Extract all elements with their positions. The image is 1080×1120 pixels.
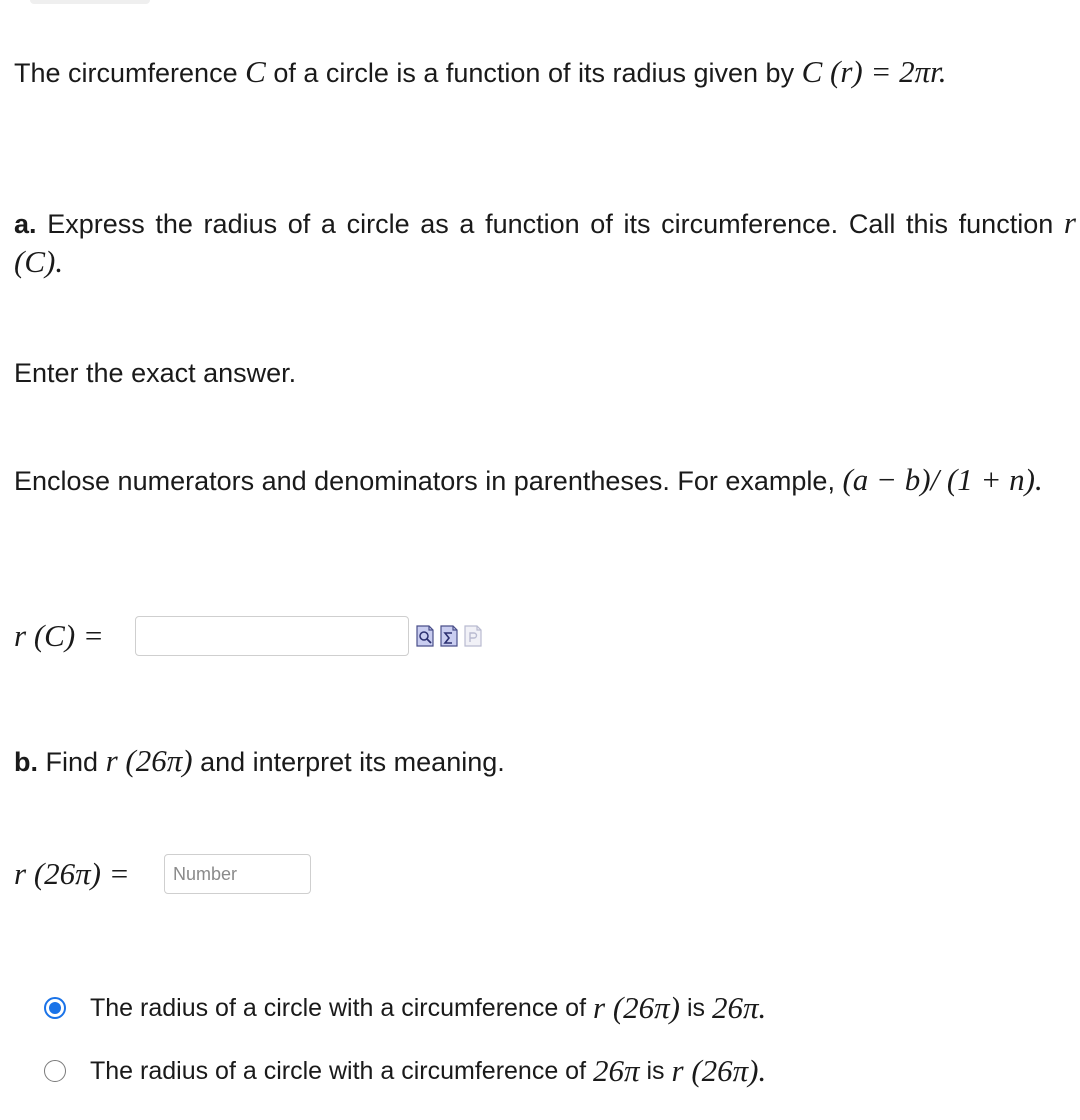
intro-text-1: The circumference <box>14 58 238 88</box>
option-1-middle: is <box>686 993 706 1022</box>
part-b-label: b. <box>14 747 38 777</box>
cropped-header-remnant <box>30 0 150 4</box>
part-a-question <box>14 204 1076 282</box>
part-a-instruction: Enter the exact answer. <box>14 358 297 388</box>
part-b-answer-label: r (26π) = <box>14 856 130 891</box>
option-2-math1: 26π <box>593 1053 640 1088</box>
part-a-tool-icons <box>415 624 483 648</box>
part-b-answer-input[interactable] <box>164 854 311 894</box>
option-1-math1: r (26π) <box>593 990 680 1025</box>
option-2-prefix: The radius of a circle with a circumference of <box>90 1056 587 1085</box>
part-b-answer-row <box>14 854 311 894</box>
equation-editor-icon[interactable] <box>439 624 459 648</box>
part-a-label: a. <box>14 209 37 239</box>
part-b-text-before: Find <box>45 747 99 777</box>
part-a-text: Express the radius of a circle as a function of its circumference. Call this function <box>47 209 1054 239</box>
part-b-question <box>14 742 1076 781</box>
option-1-math2: 26π. <box>711 990 767 1025</box>
part-a-answer-label: r (C) = <box>14 618 104 653</box>
part-b-option-1[interactable] <box>44 990 766 1026</box>
intro-formula: C (r) = 2πr. <box>801 54 947 89</box>
part-b-expr: r (26π) <box>105 743 193 778</box>
file-icon[interactable] <box>463 624 483 648</box>
equation-preview-icon[interactable] <box>415 624 435 648</box>
part-a-func: r (C). <box>14 205 1076 279</box>
intro-paragraph <box>14 53 1076 92</box>
part-a-hint-example: (a − b)/ (1 + n). <box>842 462 1043 497</box>
part-a-answer-input[interactable] <box>135 616 409 656</box>
part-b-option-2[interactable] <box>44 1053 766 1089</box>
intro-var-c: C <box>245 54 266 89</box>
part-b-text-after: and interpret its meaning. <box>200 747 505 777</box>
option-2-middle: is <box>646 1056 665 1085</box>
radio-button-selected[interactable] <box>44 997 66 1019</box>
option-1-prefix: The radius of a circle with a circumference of <box>90 993 587 1022</box>
part-a-answer-row <box>14 616 483 656</box>
option-2-math2: r (26π). <box>671 1053 767 1088</box>
part-a-hint <box>14 461 1076 500</box>
intro-text-2: of a circle is a function of its radius given by <box>273 58 795 88</box>
radio-button[interactable] <box>44 1060 66 1082</box>
part-a-hint-text: Enclose numerators and denominators in parentheses. For example, <box>14 466 835 496</box>
